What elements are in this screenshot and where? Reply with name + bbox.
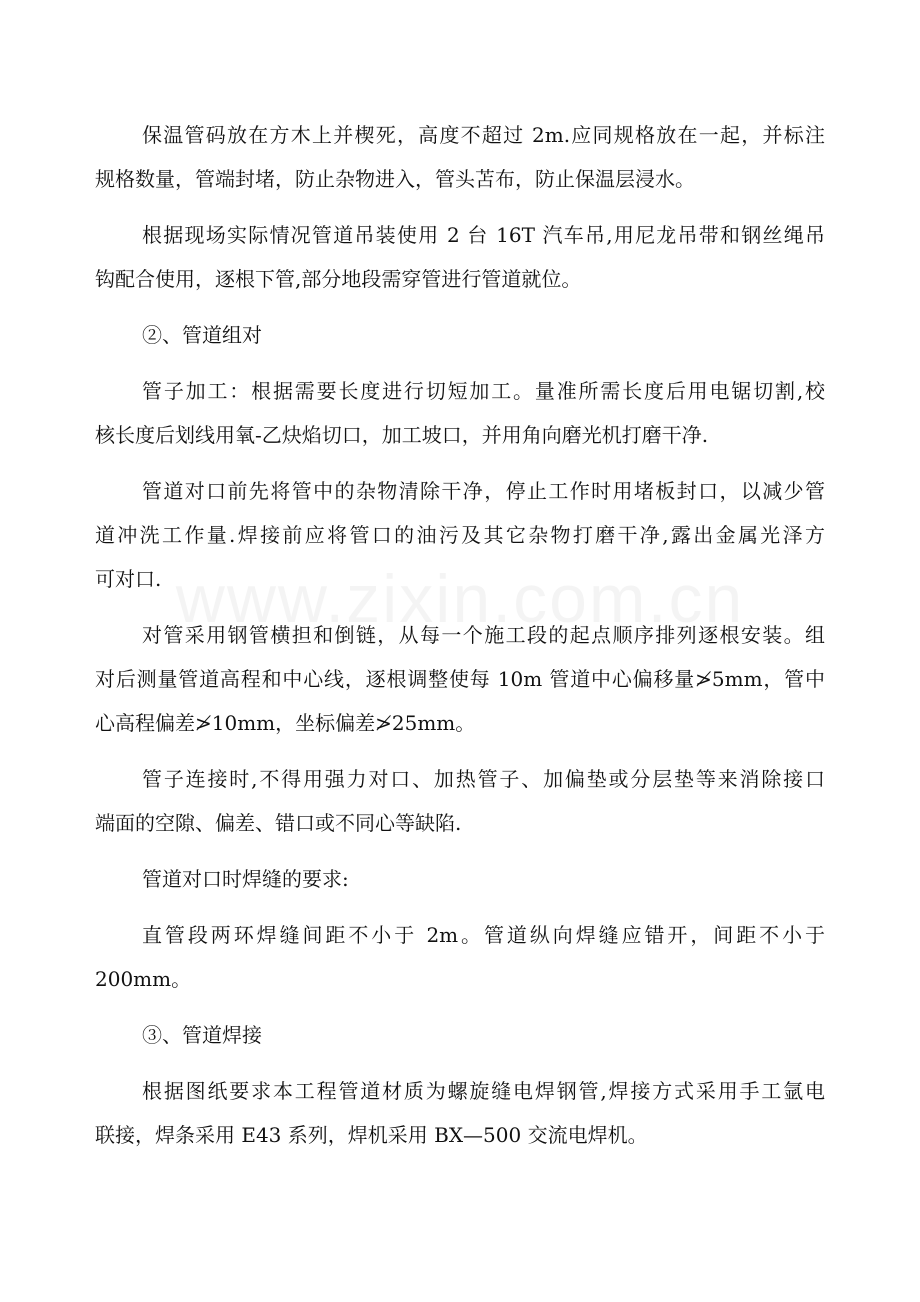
paragraph-1-line-2: 规格数量，管端封堵，防止杂物进入，管头苫布，防止保温层浸水。 — [95, 167, 695, 191]
paragraph-5-line-2: 对后测量管道高程和中心线，逐根调整使每 10m 管道中心偏移量≯5mm，管中 — [95, 667, 825, 691]
paragraph-8-line-1: 直管段两环焊缝间距不小于 2m。管道纵向焊缝应错开，间距不小于 — [142, 923, 825, 947]
paragraph-1-line-1: 保温管码放在方木上并楔死，高度不超过 2m.应同规格放在一起，并标注 — [142, 123, 825, 147]
paragraph-9-line-1: 根据图纸要求本工程管道材质为螺旋缝电焊钢管,焊接方式采用手工氩电 — [142, 1079, 825, 1103]
paragraph-3-line-2: 核长度后划线用氧-乙炔焰切口，加工坡口，并用角向磨光机打磨干净. — [95, 423, 709, 447]
paragraph-2-line-2: 钩配合使用，逐根下管,部分地段需穿管进行管道就位。 — [95, 267, 582, 291]
paragraph-2-line-1: 根据现场实际情况管道吊装使用 2 台 16T 汽车吊,用尼龙吊带和钢丝绳吊 — [142, 223, 825, 247]
section-heading-pipe-alignment: ②、管道组对 — [142, 323, 262, 347]
section-heading-pipe-welding: ③、管道焊接 — [142, 1023, 262, 1047]
paragraph-4-line-2: 道冲洗工作量.焊接前应将管口的油污及其它杂物打磨干净,露出金属光泽方 — [95, 523, 825, 547]
paragraph-6-line-2: 端面的空隙、偏差、错口或不同心等缺陷. — [95, 811, 462, 835]
paragraph-4-line-1: 管道对口前先将管中的杂物清除干净，停止工作时用堵板封口，以减少管 — [142, 479, 825, 503]
paragraph-9-line-2: 联接，焊条采用 E43 系列，焊机采用 BX—500 交流电焊机。 — [95, 1123, 648, 1147]
paragraph-5-line-3: 心高程偏差≯10mm，坐标偏差≯25mm。 — [95, 711, 476, 735]
paragraph-6-line-1: 管子连接时,不得用强力对口、加热管子、加偏垫或分层垫等来消除接口 — [142, 767, 825, 791]
paragraph-8-line-2: 200mm。 — [95, 967, 192, 991]
paragraph-7-line-1: 管道对口时焊缝的要求: — [142, 867, 349, 891]
paragraph-4-line-3: 可对口. — [95, 567, 162, 591]
paragraph-5-line-1: 对管采用钢管横担和倒链，从每一个施工段的起点顺序排列逐根安装。组 — [142, 623, 825, 647]
paragraph-3-line-1: 管子加工：根据需要长度进行切短加工。量准所需长度后用电锯切割,校 — [142, 379, 825, 403]
